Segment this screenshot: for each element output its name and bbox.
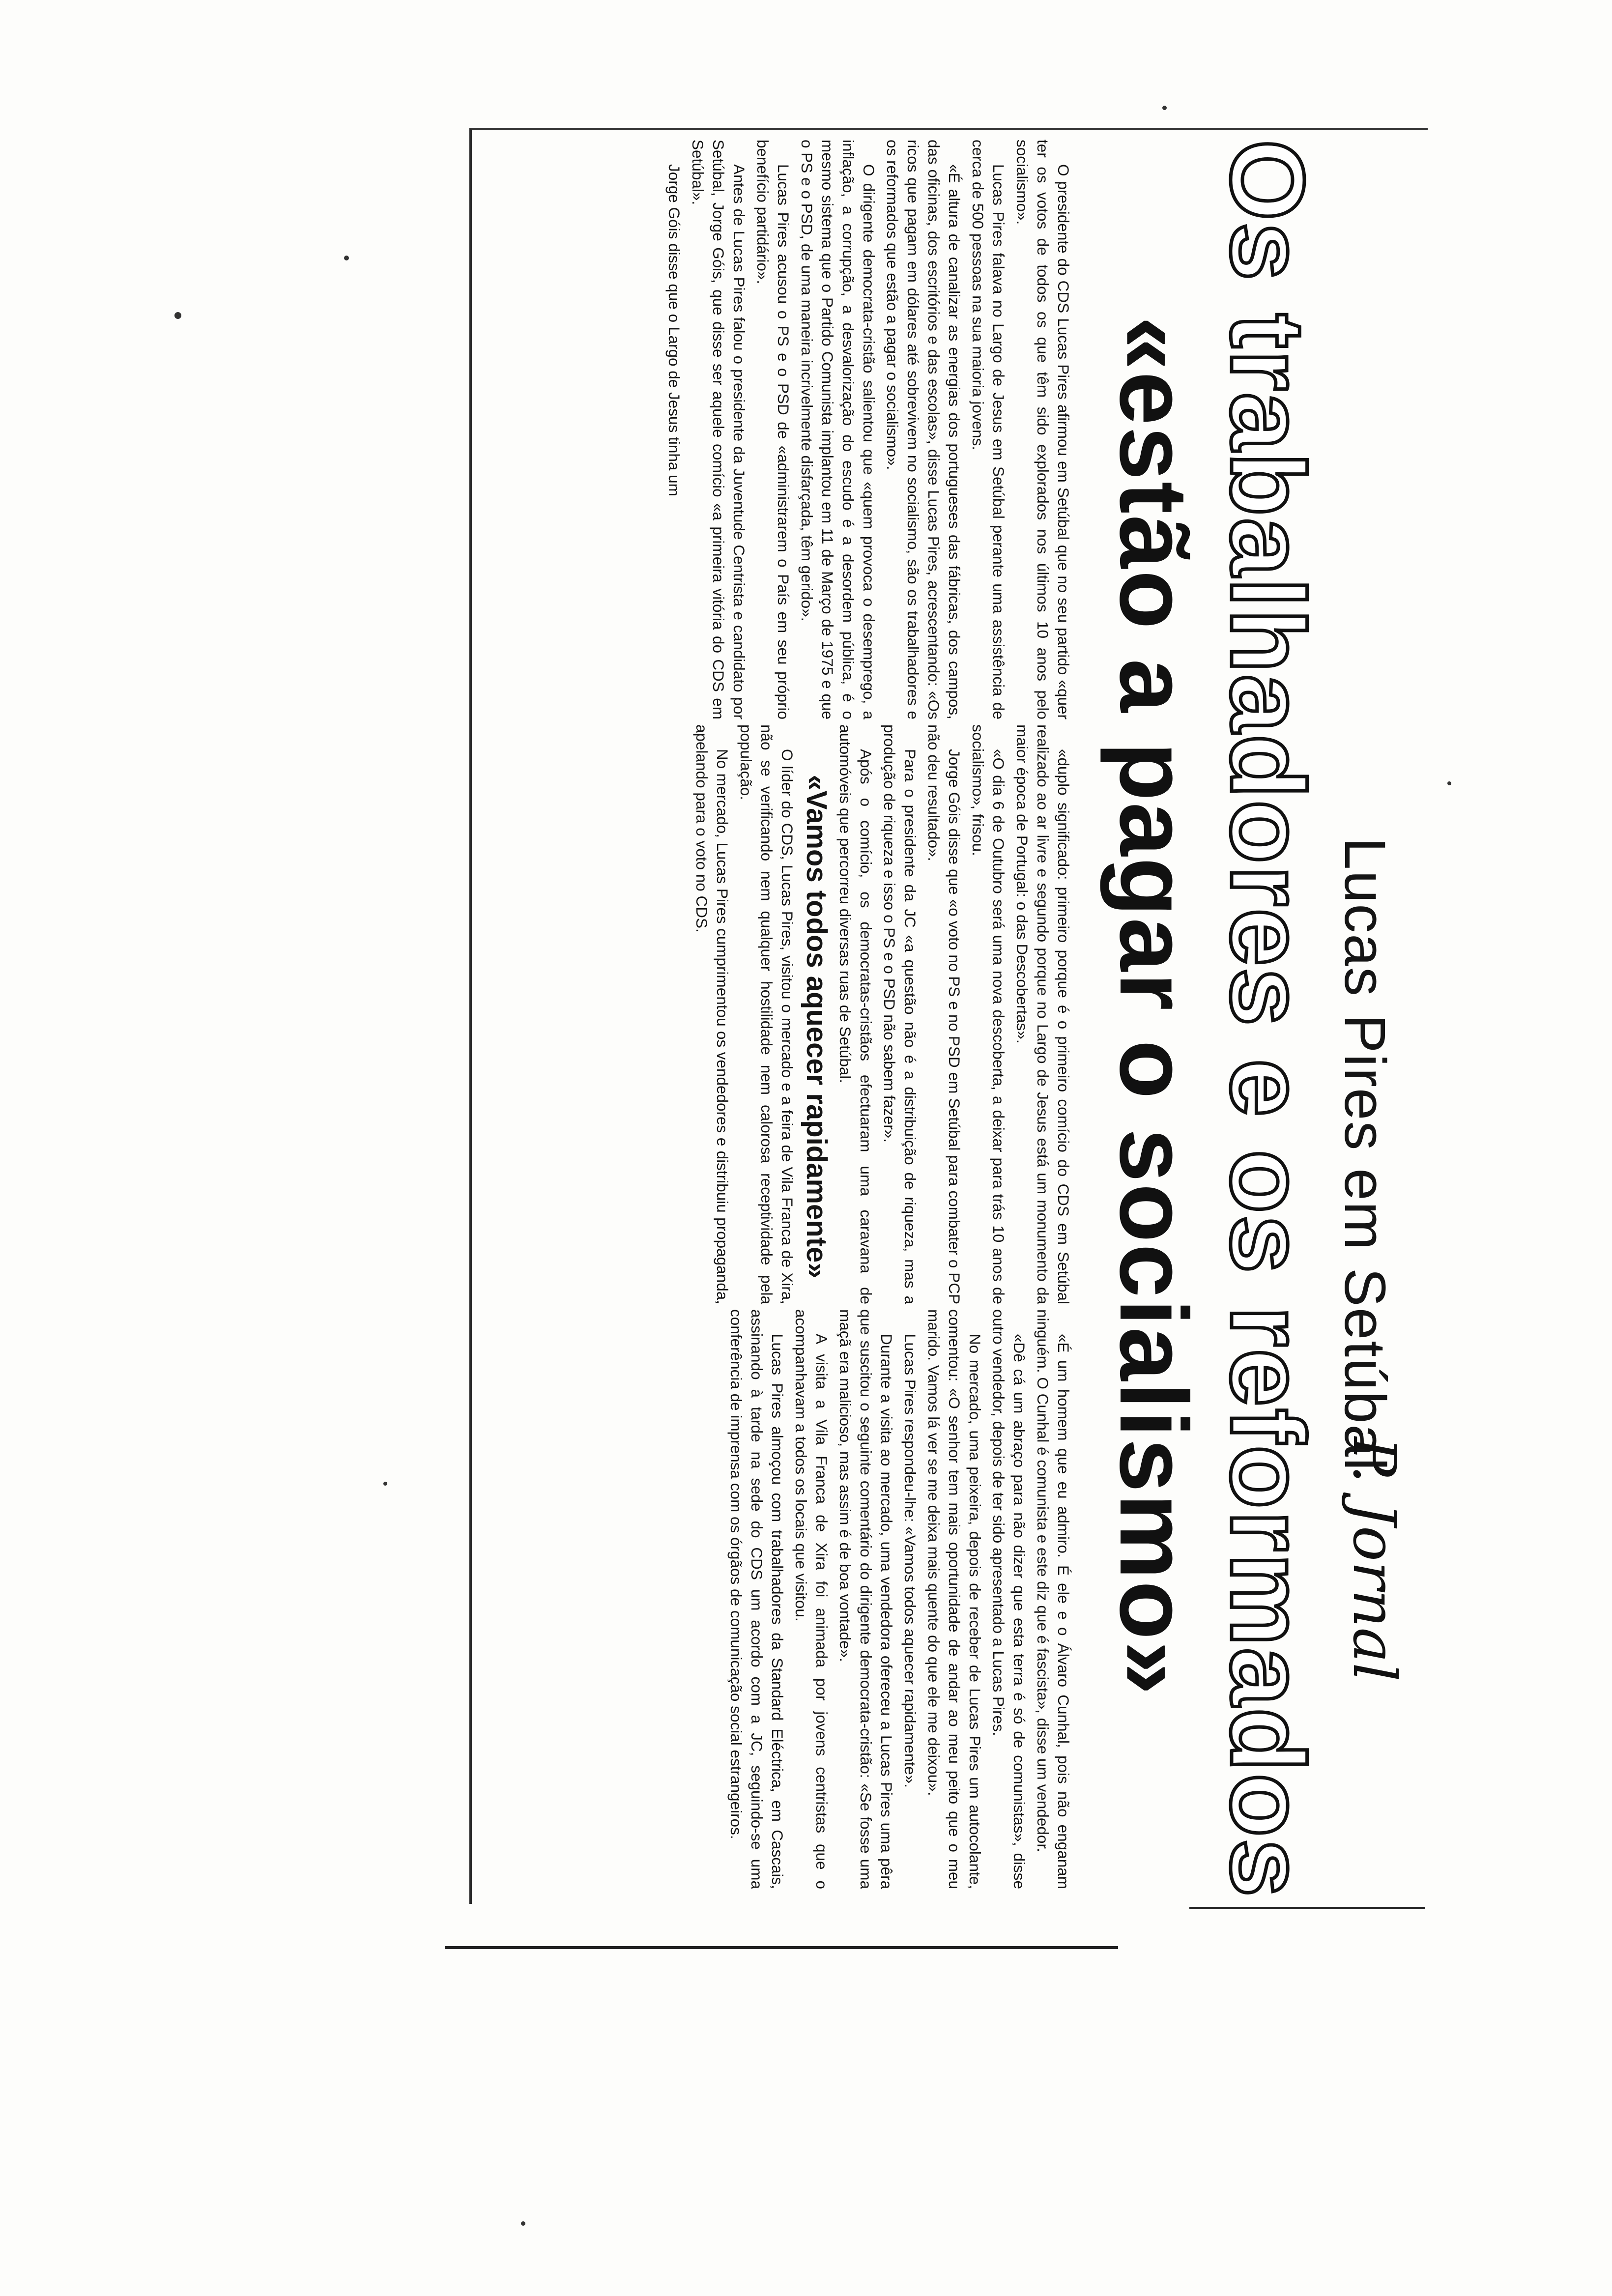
scan-speck [521,2221,525,2226]
scan-speck [344,256,349,260]
headline-line-1: Os trabalhadores e os reformados [1209,140,1326,1899]
scan-speck [1162,106,1167,110]
paragraph: No mercado, uma peixeira, depois de receber de Lucas Pires um autocolante, comentou: «O senhor tem mais oportunidade de andar ao meu peito que o meu marido. Vamos lá ver se me deixa mais quente do que ele me deixou». [925,1309,984,1889]
paragraph: Lucas Pires falava no Largo de Jesus em Setúbal perante uma assistência de cerca de 500 pessoas na sua maioria jovens. [969,140,1008,719]
paragraph: O presidente do CDS Lucas Pires afirmou em Setúbal que no seu partido «quer ter os votos de todos os que têm sido explorados nos últimos 10 anos pelo socialismo». [1013,140,1072,719]
scan-speck [383,1482,387,1486]
scan-speck [174,312,181,319]
newspaper-clipping [469,128,1428,1904]
paragraph: Lucas Pires almoçou com trabalhadores da Standard Eléctrica, em Cascais, assinando à tarde na sede do CDS um acordo com a JC, seguindo-se uma conferência de imprensa com os órgãos de comunicação social estrangeiros. [727,1309,786,1889]
scan-rule [1189,1907,1425,1909]
paragraph: «É altura de canalizar as energias dos portugueses das fábricas, dos campos, das oficinas, dos escritórios e das escolas», disse Lucas Pires, acrescentando: «Os ricos que pagam em dólares até sobrevivem no socialismo, são os trabalhadores e os reformados que estão a pagar o socialismo». [884,140,963,719]
handwritten-note: P. Jornal [1340,1437,1408,1682]
column-1 [494,140,1074,719]
paragraph: Jorge Góis disse que «o voto no PS e no PSD em Setúbal para combater o PCP não deu resultado». [925,724,963,1304]
article-body [494,140,1074,1889]
paragraph: Lucas Pires acusou o PS e o PSD de «administrarem o País em seu próprio benefício partidário». [754,140,792,719]
paragraph: «É um homem que eu admiro. É ele e o Álvaro Cunhal, pois não enganam ninguém. O Cunhal é comunista e este diz que é fascista», disse um vendedor. [1034,1309,1072,1889]
paragraph: «O dia 6 de Outubro será uma nova descoberta, a deixar para trás 10 anos de socialismo», frisou. [969,724,1008,1304]
paragraph: «Dê cá um abraço para não dizer que esta terra é só de comunistas», disse outro vendedor, depois de ter sido apresentado a Lucas Pires. [990,1309,1028,1889]
paragraph: Para o presidente da JC «a questão não é a distribuição de riqueza, mas a produção de riqueza e isso o PS e o PSD não sabem fazer». [881,724,919,1304]
paragraph: Após o comício, os democratas-cristãos efectuaram uma caravana de automóveis que percorreu diversas ruas de Setúbal. [836,724,875,1304]
paragraph: O dirigente democrata-cristão salientou que «quem provoca o desemprego, a inflação, a corrupção, a desvalorização do escudo é a desordem pública, é o mesmo sistema que o Partido Comunista implantou em 11 de Março de 1975 e que o PS e o PSD, de uma maneira incrivelmente disfarçada, têm gerido». [798,140,878,719]
article-kicker: Lucas Pires em Setúbal [1332,837,1397,1472]
paragraph: Jorge Góis disse que o Largo de Jesus tinha um [665,164,683,496]
column-2 [494,724,1074,1304]
paragraph: No mercado, Lucas Pires cumprimentou os vendedores e distribuiu propaganda, apelando para o voto no CDS. [693,724,731,1304]
paragraph: O líder do CDS, Lucas Pires, visitou o mercado e a feira de Vila Franca de Xira, não se verificando nem qualquer hostilidade nem calorosa receptividade pela população. [737,724,796,1304]
article [484,140,1418,1899]
column-3 [494,1309,1074,1889]
subheading: «Vamos todos aquecer rapidamente» [801,775,833,1279]
paragraph: Lucas Pires respondeu-lhe: «Vamos todos aquecer rapidamente». [901,1334,919,1788]
paragraph: «duplo significado: primeiro porque é o primeiro comício do CDS em Setúbal realizado ao ar livre e segundo porque no Largo de Jesus está um monumento da maior época de Portugal: o das Descobertas». [1013,724,1072,1304]
scan-speck [1447,781,1451,785]
paragraph: Durante a visita ao mercado, uma vendedora ofereceu a Lucas Pires uma pêra que suscitou o seguinte comentário do dirigente democrata-cristão: «Se fosse uma maçã era malicioso, mas assim é de boa vontade». [836,1309,895,1889]
headline-line-2: «estão a pagar o socialismo» [1100,316,1208,1696]
paragraph: A visita a Vila Franca de Xira foi animada por jovens centristas que o acompanhavam a todos os locais que visitou. [792,1309,831,1889]
paragraph: Antes de Lucas Pires falou o presidente da Juventude Centrista e candidato por Setúbal, Jorge Góis, que disse ser aquele comício «a primeira vitória do CDS em Setúbal». [689,140,748,719]
scan-rule [445,1946,1118,1949]
